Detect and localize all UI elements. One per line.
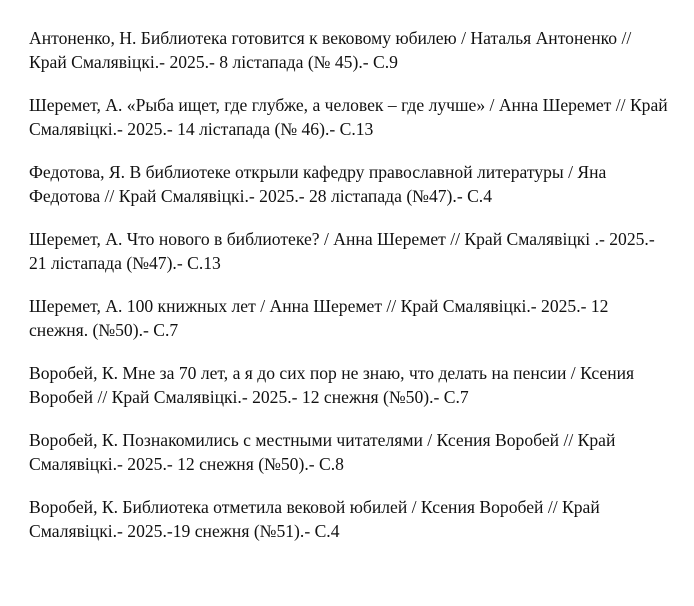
bibliography-entry-7: Воробей, К. Познакомились с местными читателями / Ксения Воробей // Край Смалявіцкі.- 2025.- 12 снежня (№50).- С.8: [29, 430, 616, 474]
bibliography-entry-4: Шеремет, А. Что нового в библиотеке? / Анна Шеремет // Край Смалявіцкі .- 2025.- 21 лістапада (№47).- С.13: [29, 229, 655, 273]
bibliography-list: [29, 26, 669, 562]
bibliography-entry-5: Шеремет, А. 100 книжных лет / Анна Шеремет // Край Смалявіцкі.- 2025.- 12 снежня. (№50).- С.7: [29, 296, 609, 340]
bibliography-entry-8: Воробей, К. Библиотека отметила вековой юбилей / Ксения Воробей // Край Смалявіцкі.- 2025.-19 снежня (№51).- С.4: [29, 497, 600, 541]
bibliography-entry-3: Федотова, Я. В библиотеке открыли кафедру православной литературы / Яна Федотова // Край Смалявіцкі.- 2025.- 28 лістапада (№47).- С.4: [29, 162, 607, 206]
bibliography-entry-1: Антоненко, Н. Библиотека готовится к вековому юбилею / Наталья Антоненко // Край Смалявіцкі.- 2025.- 8 лістапада (№ 45).- С.9: [29, 28, 632, 72]
bibliography-entry-2: Шеремет, А. «Рыба ищет, где глубже, а человек – где лучше» / Анна Шеремет // Край Смалявіцкі.- 2025.- 14 лістапада (№ 46).- С.13: [29, 95, 668, 139]
bibliography-entry-6: Воробей, К. Мне за 70 лет, а я до сих пор не знаю, что делать на пенсии / Ксения Воробей // Край Смалявіцкі.- 2025.- 12 снежня (№50).- С.7: [29, 363, 635, 407]
